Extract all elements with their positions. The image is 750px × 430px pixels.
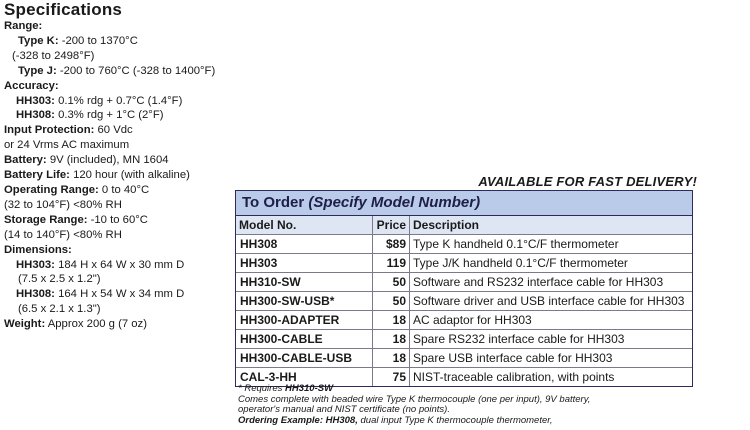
- specifications-title: Specifications: [4, 0, 123, 19]
- dim-hh308-value: 164 H x 54 W x 34 mm D: [58, 288, 185, 301]
- row-price: 119: [373, 254, 410, 273]
- accuracy-hh303: [4, 94, 254, 109]
- ordering-example: [238, 416, 698, 427]
- ordering-example-model: HH308,: [325, 414, 358, 426]
- availability-banner: AVAILABLE FOR FAST DELIVERY!: [478, 174, 697, 189]
- storage-range-value: -10 to 60°C: [90, 213, 148, 226]
- specifications-panel: [4, 0, 254, 332]
- storage-range-label: Storage Range:: [4, 213, 88, 226]
- dimensions-label: Dimensions:: [4, 243, 72, 256]
- dimensions-hh308-in: (6.5 x 2.1 x 1.3"): [18, 303, 101, 316]
- weight-value: Approx 200 g (7 oz): [47, 318, 147, 331]
- battery: [4, 153, 254, 168]
- range-type-k-f: (-328 to 2498°F): [12, 49, 95, 62]
- input-protection: [4, 123, 254, 138]
- accuracy-label: Accuracy:: [4, 79, 59, 92]
- accuracy-hh308: [4, 108, 254, 123]
- battery-life: [4, 168, 254, 183]
- range-type-k: [4, 34, 254, 49]
- table-row: [236, 330, 692, 349]
- order-notes: [238, 384, 698, 426]
- table-row: [236, 254, 692, 273]
- range-label: Range:: [4, 20, 43, 32]
- dimensions-hh303: [4, 258, 254, 273]
- dim-hh303-value: 184 H x 64 W x 30 mm D: [58, 258, 185, 271]
- row-description: Spare USB interface cable for HH303: [410, 349, 693, 368]
- ordering-example-text: dual input Type K thermocouple thermometer,: [360, 414, 553, 426]
- row-description: Spare RS232 interface cable for HH303: [410, 330, 693, 349]
- row-description: Software driver and USB interface cable for HH303: [410, 292, 693, 311]
- hh303-label: HH303:: [16, 94, 55, 107]
- dimensions-hh303-in: (7.5 x 2.5 x 1.2"): [18, 273, 101, 286]
- battery-life-label: Battery Life:: [4, 169, 70, 182]
- operating-range-value2: (32 to 104°F) <80% RH: [4, 198, 122, 211]
- hh303-accuracy: 0.1% rdg + 0.7°C (1.4°F): [58, 94, 183, 107]
- hh308-label: HH308:: [16, 109, 55, 122]
- table-row: [236, 273, 692, 292]
- row-description: Type J/K handheld 0.1°C/F thermometer: [410, 254, 693, 273]
- ordering-example-label: Ordering Example:: [238, 414, 323, 426]
- type-k-value: -200 to 1370°C: [61, 34, 138, 47]
- order-header: [236, 191, 692, 216]
- row-model: HH310-SW: [236, 273, 373, 292]
- comes-complete-note-1: Comes complete with beaded wire Type K thermocouple (one per input), 9V battery,: [238, 393, 591, 405]
- order-table-header-row: [236, 216, 692, 235]
- row-model: HH300-CABLE-USB: [236, 349, 373, 368]
- row-model: HH308: [236, 235, 373, 254]
- table-row: [236, 292, 692, 311]
- operating-range-label: Operating Range:: [4, 183, 99, 196]
- row-description: Software and RS232 interface cable for HH303: [410, 273, 693, 292]
- order-table: [236, 216, 692, 386]
- order-table-panel: [235, 190, 693, 387]
- input-protection-label: Input Protection:: [4, 124, 95, 137]
- row-price: $89: [373, 235, 410, 254]
- column-header-description: Description: [410, 216, 693, 235]
- range-type-j: [4, 64, 254, 79]
- row-description: Type K handheld 0.1°C/F thermometer: [410, 235, 693, 254]
- row-description: AC adaptor for HH303: [410, 311, 693, 330]
- table-row: [236, 349, 692, 368]
- battery-value: 9V (included), MN 1604: [49, 154, 169, 167]
- order-title: To Order: [242, 194, 305, 211]
- requires-prefix: * Requires: [238, 383, 283, 394]
- row-model: CAL-3-HH: [240, 370, 297, 384]
- row-price: 50: [373, 292, 410, 311]
- storage-range: [4, 213, 254, 228]
- storage-range-value2: (14 to 140°F) <80% RH: [4, 228, 122, 241]
- weight: [4, 317, 254, 332]
- row-price: 18: [373, 349, 410, 368]
- requires-model: HH310-SW: [285, 383, 334, 394]
- column-header-price: Price: [373, 216, 410, 235]
- battery-label: Battery:: [4, 154, 47, 167]
- requires-note: [238, 384, 698, 395]
- order-subtitle: (Specify Model Number): [308, 194, 481, 211]
- row-model: HH300-SW-USB*: [236, 292, 373, 311]
- table-row: [236, 311, 692, 330]
- type-j-value: -200 to 760°C (-328 to 1400°F): [59, 64, 216, 77]
- dim-hh308-label: HH308:: [16, 288, 55, 301]
- weight-label: Weight:: [4, 318, 46, 331]
- row-model: HH300-CABLE: [236, 330, 373, 349]
- battery-life-value: 120 hour (with alkaline): [73, 169, 190, 182]
- row-price: 75: [373, 368, 410, 387]
- row-price: 50: [373, 273, 410, 292]
- operating-range: [4, 183, 254, 198]
- input-protection-value2: or 24 Vrms AC maximum: [4, 139, 130, 152]
- row-model: HH303: [236, 254, 373, 273]
- table-row: [236, 235, 692, 254]
- dimensions-hh308: [4, 287, 254, 302]
- row-model: HH300-ADAPTER: [236, 311, 373, 330]
- type-j-label: Type J:: [18, 64, 57, 77]
- row-description: NIST-traceable calibration, with points: [413, 370, 615, 384]
- dim-hh303-label: HH303:: [16, 258, 55, 271]
- type-k-label: Type K:: [18, 34, 59, 47]
- row-price: 18: [373, 311, 410, 330]
- column-header-model: Model No.: [236, 216, 373, 235]
- comes-complete-note-2: operator's manual and NIST certificate (no points).: [238, 404, 450, 415]
- operating-range-value: 0 to 40°C: [101, 183, 150, 196]
- input-protection-value: 60 Vdc: [97, 124, 133, 137]
- hh308-accuracy: 0.3% rdg + 1°C (2°F): [58, 109, 164, 122]
- row-price: 18: [373, 330, 410, 349]
